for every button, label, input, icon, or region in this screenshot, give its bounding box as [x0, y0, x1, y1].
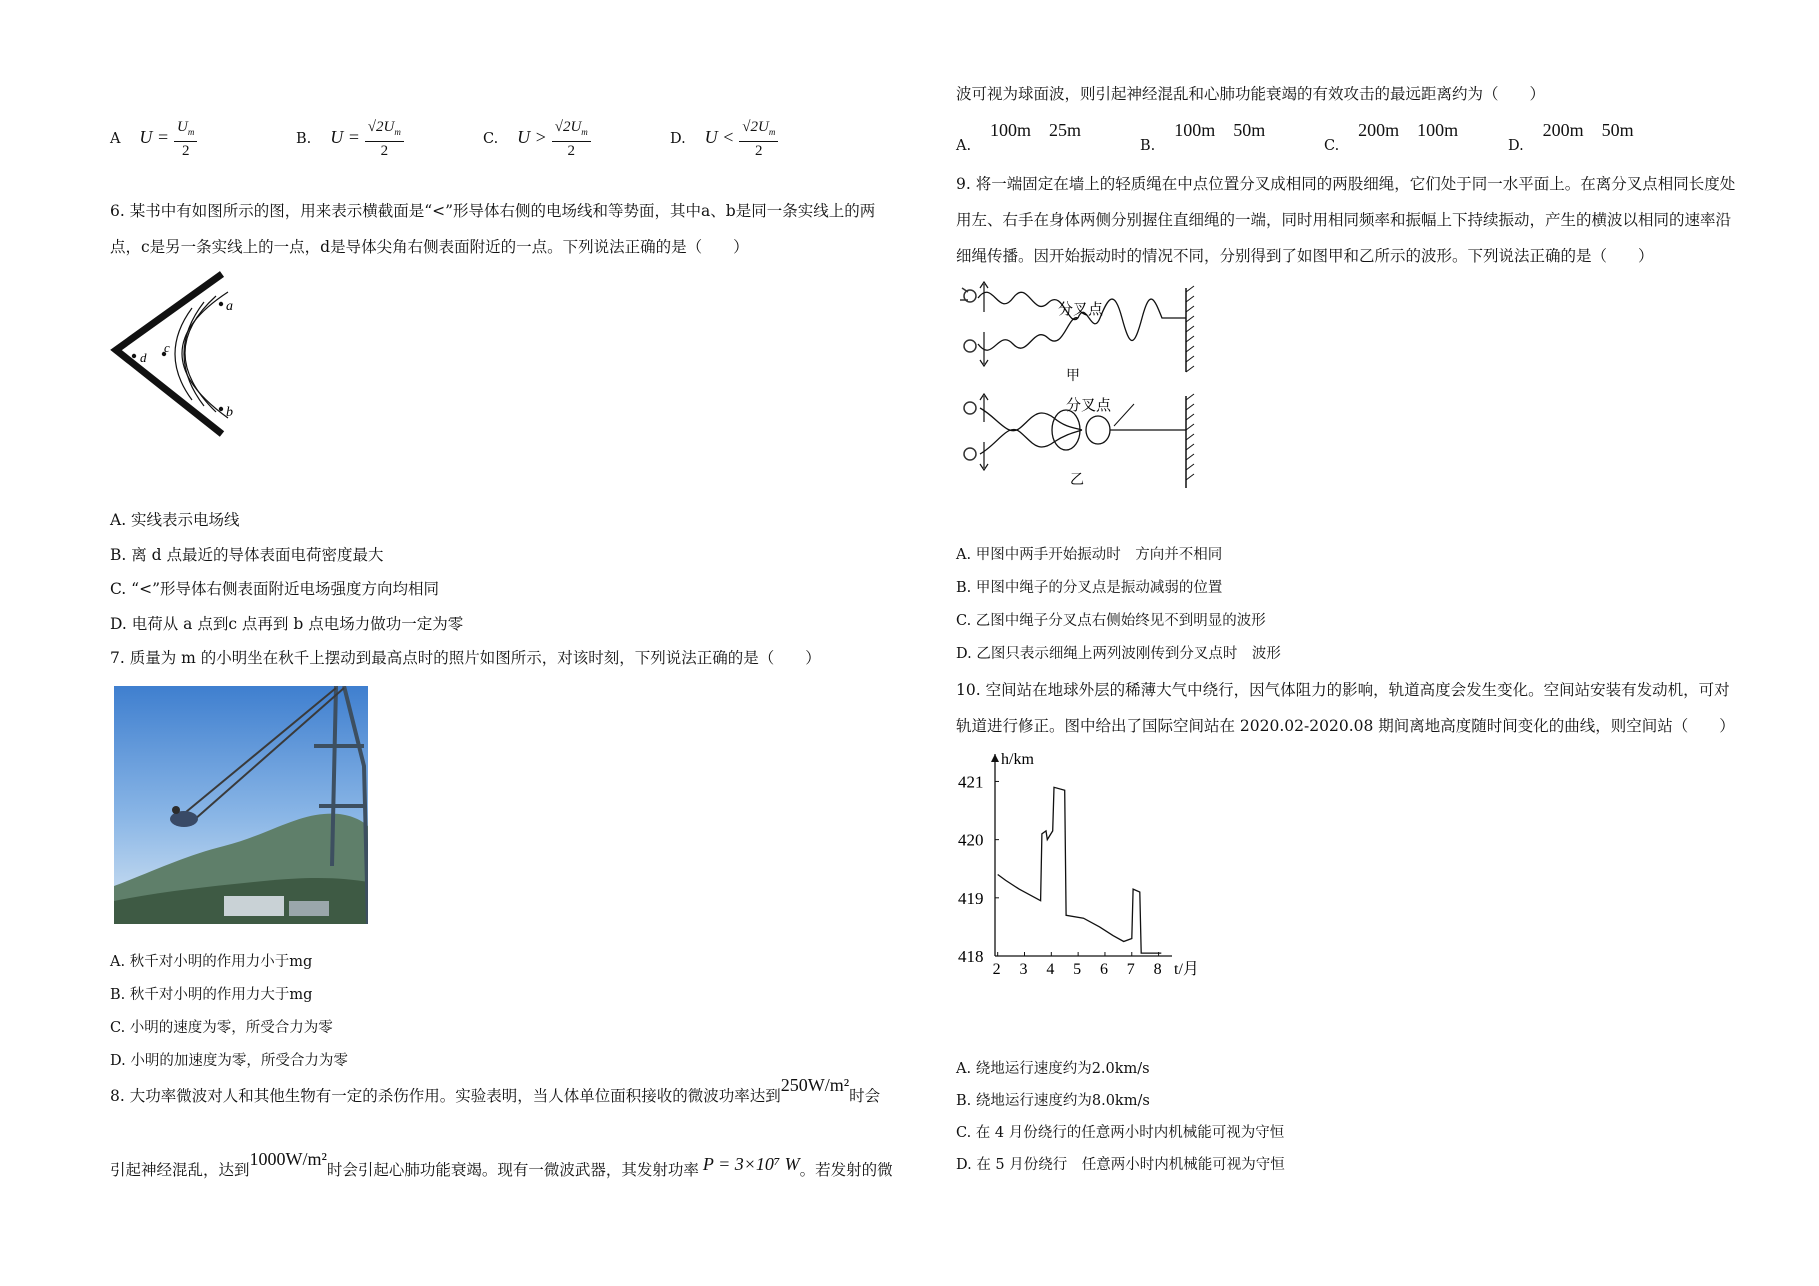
y-tick-label: 418 [958, 947, 984, 966]
figure-jia [960, 282, 1194, 384]
q6-option-b: B. 离 d 点最近的导体表面电荷密度最大 [110, 546, 384, 564]
q8-line2 [110, 1149, 893, 1180]
q7-stem: 7. 质量为 m 的小明坐在秋千上摆动到最高点时的照片如图所示，对该时刻，下列说法正确的是（ ） [110, 649, 821, 667]
label-d: d [140, 350, 147, 365]
math-lhs: U < [704, 127, 735, 147]
label-split-point: 分叉点 [1058, 302, 1104, 318]
q9-option-d: D. 乙图只表示细绳上两列波刚传到分叉点时 波形 [956, 646, 1281, 662]
x-tick-label: 6 [1099, 961, 1108, 978]
subscript: m [394, 127, 401, 137]
q6-option-a: A. 实线表示电场线 [110, 511, 240, 529]
denominator: 2 [567, 143, 575, 159]
swing-photo [114, 686, 368, 924]
x-tick-label: 5 [1073, 961, 1082, 978]
option-label: B. [296, 131, 312, 147]
q7-option-c: C. 小明的速度为零，所受合力为零 [110, 1020, 333, 1036]
altitude-series-line [998, 787, 1162, 953]
q6-option-c: C. “<”形导体右侧表面附近电场强度方向均相同 [110, 580, 439, 598]
option-label: C. [483, 131, 499, 147]
field-line [185, 296, 216, 412]
q7-option-a: A. 秋千对小明的作用力小于mg [110, 954, 313, 970]
point-d-dot [132, 354, 136, 358]
altitude-chart [952, 738, 1202, 988]
hand-icon [964, 340, 976, 352]
label-split-point: 分叉点 [1066, 398, 1112, 414]
y-tick-label: 420 [958, 830, 984, 850]
q6-stem-line1: 6. 某书中有如图所示的图，用来表示横截面是“<”形导体右侧的电场线和等势面，其中a、b是同一条实线上的两 [110, 202, 876, 220]
q10-stem-line2: 轨道进行修正。图中给出了国际空间站在 2020.02-2020.08 期间离地高度随时间变化的曲线，则空间站（ ） [956, 717, 1735, 735]
q8-option-b [1140, 116, 1266, 154]
swing-photo-illustration [114, 686, 368, 924]
option-label: C. [1324, 138, 1340, 154]
q9-stem-line3: 细绳传播。因开始振动时的情况不同，分别得到了如图甲和乙所示的波形。下列说法正确的是（ ） [956, 247, 1654, 265]
y-tick-label: 421 [958, 772, 984, 792]
numerator: √2U [367, 119, 395, 135]
q8-line2-end: 。若发射的微 [799, 1161, 893, 1179]
q8-option-a [956, 116, 1082, 154]
denominator: 2 [380, 143, 389, 159]
fraction [552, 118, 591, 160]
q8-option-c [1324, 116, 1459, 154]
q9-option-a: A. 甲图中两手开始振动时 方向并不相同 [956, 547, 1223, 563]
fraction [365, 118, 404, 160]
q10-option-c: C. 在 4 月份绕行的任意两小时内机械能可视为守恒 [956, 1125, 1285, 1141]
q7-option-d: D. 小明的加速度为零，所受合力为零 [110, 1053, 348, 1069]
q8-line1-text: 8. 大功率微波对人和其他生物有一定的杀伤作用。实验表明，当人体单位面积接收的微波功率达到 [110, 1087, 781, 1105]
numerator: U [177, 119, 188, 135]
subscript: m [187, 127, 195, 137]
y-axis-arrow [991, 754, 999, 762]
y-axis-label: h/km [1001, 751, 1034, 768]
conductor-field-figure [108, 268, 268, 448]
option-label: A [110, 131, 121, 147]
q6-option-d: D. 电荷从 a 点到c 点再到 b 点电场力做功一定为零 [110, 615, 464, 633]
q8-line2-mid: 时会引起心肺功能衰竭。现有一微波武器，其发射功率 [326, 1161, 699, 1179]
hand-icon [964, 402, 976, 414]
option-value: 100m 50m [1174, 120, 1266, 140]
point-a-dot [219, 302, 223, 306]
q5-option-b [296, 118, 404, 160]
q6-stem-line2: 点，c是另一条实线上的一点，d是导体尖角右侧表面附近的一点。下列说法正确的是（ ） [110, 238, 749, 256]
x-tick-label: 2 [992, 961, 1001, 978]
subscript: m [581, 127, 588, 137]
option-label: A. [956, 138, 972, 154]
q9-stem-line1: 9. 将一端固定在墙上的轻质绳在中点位置分叉成相同的两股细绳，它们处于同一水平面上。在离分叉点相同长度处 [956, 175, 1736, 193]
label-a: a [226, 299, 233, 314]
q8-threshold-1: 250W/m² [780, 1075, 850, 1095]
fraction [739, 118, 778, 160]
option-value: 200m 100m [1358, 120, 1459, 140]
y-tick-label: 419 [958, 888, 984, 908]
option-label: D. [1508, 138, 1524, 154]
field-line [182, 292, 228, 418]
q8-line1 [110, 1075, 881, 1106]
option-label: D. [670, 131, 686, 147]
subscript: m [768, 127, 776, 137]
x-tick-label: 7 [1126, 961, 1135, 978]
q10-option-d: D. 在 5 月份绕行 任意两小时内机械能可视为守恒 [956, 1157, 1285, 1173]
rope-wave-figure [958, 278, 1208, 496]
numerator: √2U [742, 119, 769, 135]
math-lhs: U > [517, 127, 547, 147]
hand-icon [964, 290, 976, 302]
x-tick-label: 8 [1153, 961, 1162, 978]
field-line [184, 302, 204, 406]
x-tick-label: 4 [1046, 961, 1055, 978]
label-c: c [164, 340, 170, 355]
q5-option-c [483, 118, 591, 160]
hand-icon [964, 448, 976, 460]
q8-line2-text: 引起神经混乱，达到 [110, 1161, 250, 1179]
q8-option-d [1508, 116, 1634, 154]
math-lhs: U = [330, 127, 360, 147]
point-b-dot [219, 407, 223, 411]
q8-power: P = 3×10⁷ W [702, 1154, 800, 1174]
numerator: √2U [554, 119, 582, 135]
label-jia: 甲 [1066, 369, 1080, 384]
math-lhs: U = [139, 127, 170, 147]
q5-option-a [110, 118, 197, 160]
label-yi: 乙 [1070, 473, 1084, 488]
q9-option-c: C. 乙图中绳子分叉点右侧始终见不到明显的波形 [956, 613, 1266, 629]
denominator: 2 [181, 143, 190, 159]
denominator: 2 [755, 143, 763, 159]
q9-option-b: B. 甲图中绳子的分叉点是振动减弱的位置 [956, 580, 1223, 596]
label-b: b [226, 405, 233, 420]
q10-option-b: B. 绕地运行速度约为8.0km/s [956, 1093, 1150, 1109]
option-value: 100m 25m [990, 120, 1082, 140]
q5-option-d [670, 118, 778, 160]
q9-stem-line2: 用左、右手在身体两侧分别握住直细绳的一端，同时用相同频率和振幅上下持续振动，产生的横波以相同的速率沿 [956, 211, 1732, 229]
option-label: B. [1140, 138, 1156, 154]
x-tick-label: 3 [1019, 961, 1028, 978]
q10-option-a: A. 绕地运行速度约为2.0km/s [956, 1061, 1150, 1077]
q8-line1-end: 时会 [849, 1087, 881, 1105]
q7-option-b: B. 秋千对小明的作用力大于mg [110, 987, 313, 1003]
q10-stem-line1: 10. 空间站在地球外层的稀薄大气中绕行，因气体阻力的影响，轨道高度会发生变化。空间站安装有发动机，可对 [956, 681, 1730, 699]
option-value: 200m 50m [1542, 120, 1634, 140]
q8-threshold-2: 1000W/m² [249, 1149, 327, 1169]
q8-line3: 波可视为球面波，则引起神经混乱和心肺功能衰竭的有效攻击的最远距离约为（ ） [956, 85, 1546, 103]
x-axis-label: t/月 [1174, 961, 1199, 978]
figure-yi [964, 394, 1194, 488]
fraction [174, 118, 197, 160]
